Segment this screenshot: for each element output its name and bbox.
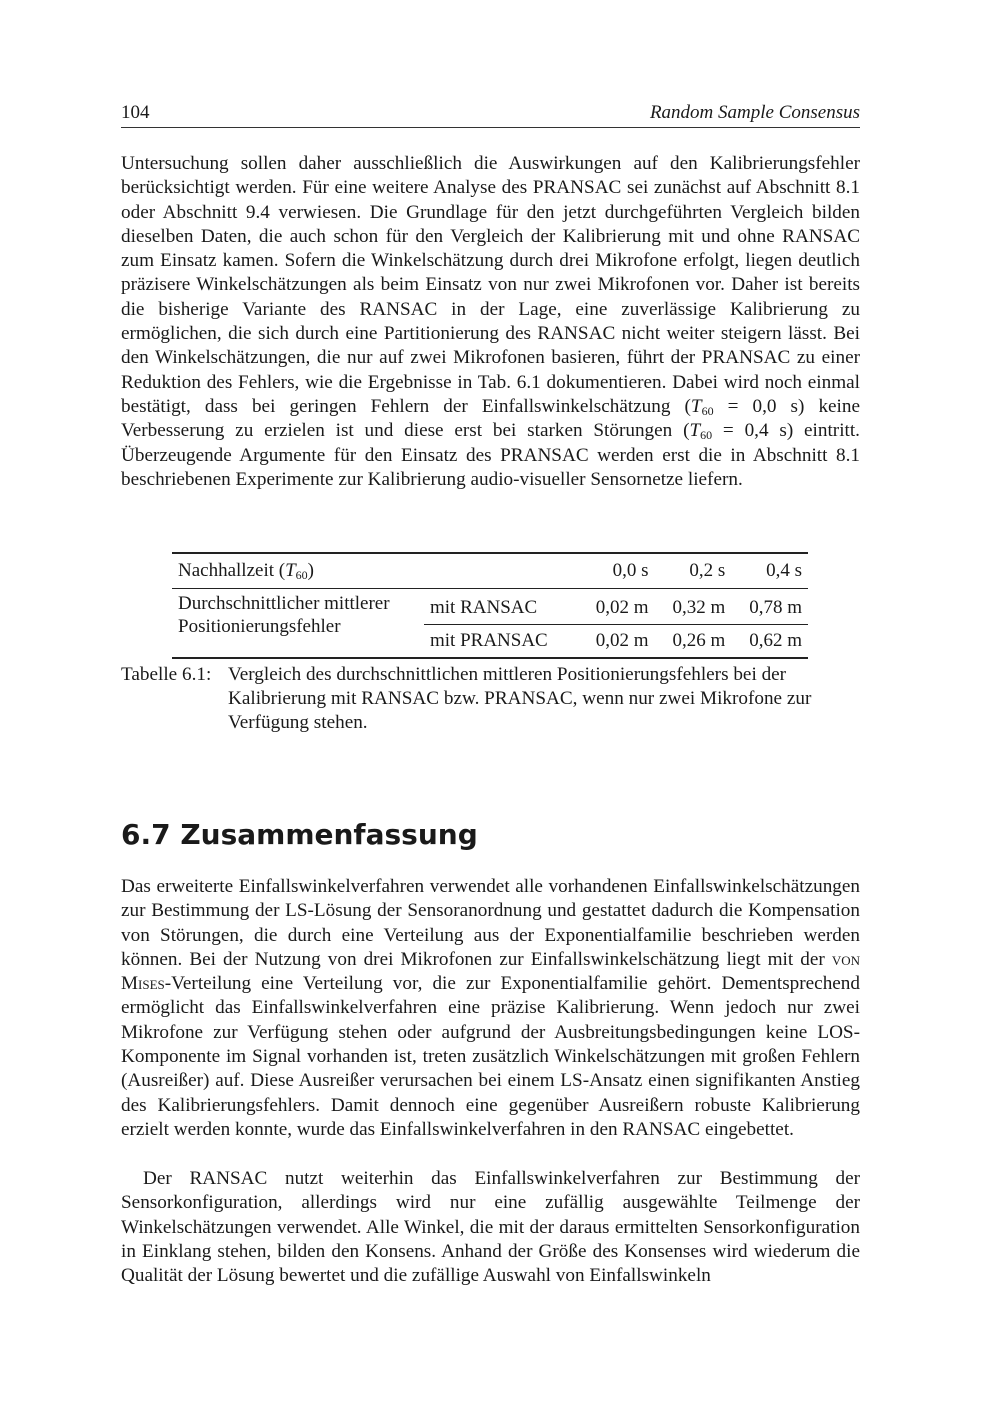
- paragraph-text: = 0,0 s) keine Verbesserung zu erzielen ist und diese erst bei starken Störungen (: [121, 395, 860, 442]
- table-header-row: [172, 553, 808, 589]
- t60-subscript: 60: [700, 428, 713, 443]
- table-cell: 0,26 m: [654, 625, 731, 659]
- running-header: [121, 100, 860, 128]
- t60-symbol: T: [689, 420, 701, 442]
- von-mises-name: von Mises: [121, 948, 860, 995]
- t60-symbol: T: [690, 395, 702, 417]
- t60-subscript: 60: [701, 403, 714, 418]
- paragraph-text: Das erweiterte Einfallswinkelverfahren verwendet alle vorhandenen Einfallswinkelschätzungen zur Bestimmung der LS-Lösung der Sensoranordnung und gestattet dadurch die Kompensation von Störungen, die durch eine Verteilung aus der Exponentialfamilie beschrieben werden können. Bei der Nutzung von drei Mikrofonen zur Einfallswinkelschätzung liegt mit der: [121, 876, 860, 970]
- results-table: [172, 552, 808, 659]
- table-row: [172, 589, 808, 625]
- column-header: 0,4 s: [731, 553, 808, 589]
- table-cell: 0,32 m: [672, 597, 726, 618]
- paragraph-text: = 0,4 s) eintritt. Überzeugende Argumente für den Einsatz des PRANSAC werden erst die in Abschnitt 8.1 beschriebenen Experimente zur Kalibrierung audio-visueller Sensornetze liefern.: [121, 420, 860, 490]
- table-caption: [121, 663, 860, 735]
- paragraph-text: -Verteilung eine Verteilung vor, die zur Exponentialfamilie gehört. Dementsprechend ermöglicht das Einfallswinkelverfahren eine präzise Kalibrierung. Wenn jedoch nur zwei Mikrofone zur Verfügung stehen oder aufgrund der Ausbreitungsbedingungen keine LOS-Komponente im Signal vorhanden ist, treten zusätzlich Winkelschätzungen mit großen Fehlern (Ausreißer) auf. Diese Ausreißer verursachen bei einem LS-Ansatz einen signifikanten Anstieg des Kalibrierungsfehlers. Damit dennoch eine gegenüber Ausreißern robuste Kalibrierung erzielt werden konnte, wurde das Einfallswinkelverfahren in den RANSAC eingebettet.: [121, 973, 860, 1140]
- table-cell: 0,78 m: [749, 597, 802, 618]
- section-title: Zusammenfassung: [180, 818, 478, 851]
- paragraph-text: Untersuchung sollen daher ausschließlich die Auswirkungen auf den Kalibrierungsfehler berücksichtigt werden. Für eine weitere Analyse des PRANSAC sei zunächst auf Abschnitt 8.1 oder Abschnitt 9.4 verwiesen. Die Grundlage für den jetzt durchgeführten Vergleich bilden dieselben Daten, die auch schon für den Vergleich der Kalibrierung mit und ohne RANSAC zum Einsatz kamen. Sofern die Winkelschätzung durch drei Mikrofone erfolgt, liegen deutlich präzisere Winkelschätzungen als beim Einsatz von nur zwei Mikrofonen vor. Daher ist bereits die bisherige Variante des RANSAC in der Lage, eine zuverlässige Kalibrierung zu ermöglichen, die sich durch eine Partitionierung des RANSAC nicht weiter steigern lässt. Bei den Winkelschätzungen, die nur auf zwei Mikrofonen basieren, führt der PRANSAC zu einer Reduktion des Fehlers, wie die Ergebnisse in Tab. 6.1 dokumentieren. Dabei wird noch einmal bestätigt, dass bei geringen Fehlern der Einfallswinkelschätzung (: [121, 153, 860, 417]
- table-header-label: Nachhallzeit $(T_{60})$: [172, 553, 578, 589]
- section-number: 6.7: [121, 818, 171, 851]
- body-paragraph-3: Der RANSAC nutzt weiterhin das Einfallswinkelverfahren zur Bestimmung der Sensorkonfiguration, allerdings wird nur eine zufällig ausgewählte Teilmenge der Winkelschätzungen verwendet. Alle Winkel, die mit der daraus ermittelten Sensorkonfiguration in Einklang stehen, bilden den Konsens. Anhand der Größe des Konsenses wird wiederum die Qualität der Lösung bewertet und die zufällige Auswahl von Einfallswinkeln: [121, 1168, 860, 1287]
- column-header: 0,0 s: [578, 553, 655, 589]
- method-label: mit RANSAC: [430, 597, 538, 618]
- column-header: 0,2 s: [654, 553, 731, 589]
- caption-text: Vergleich des durchschnittlichen mittleren Positionierungsfehlers bei der Kalibrierung mit RANSAC bzw. PRANSAC, wenn nur zwei Mikrofone zur Verfügung stehen.: [228, 664, 812, 733]
- table-cell: 0,02 m: [578, 625, 655, 659]
- body-paragraph-1: [121, 152, 860, 492]
- page-number: 104: [121, 102, 150, 123]
- table-cell: 0,02 m: [595, 597, 649, 618]
- row-label: Durchschnittlicher mittlerer Positionierungsfehler: [172, 589, 424, 659]
- body-paragraph-2: [121, 875, 860, 1142]
- section-heading: [121, 818, 478, 851]
- table-cell: 0,62 m: [731, 625, 808, 659]
- caption-label: Tabelle 6.1:: [121, 664, 212, 685]
- running-title: Random Sample Consensus: [649, 102, 860, 123]
- method-label: mit PRANSAC: [424, 625, 578, 659]
